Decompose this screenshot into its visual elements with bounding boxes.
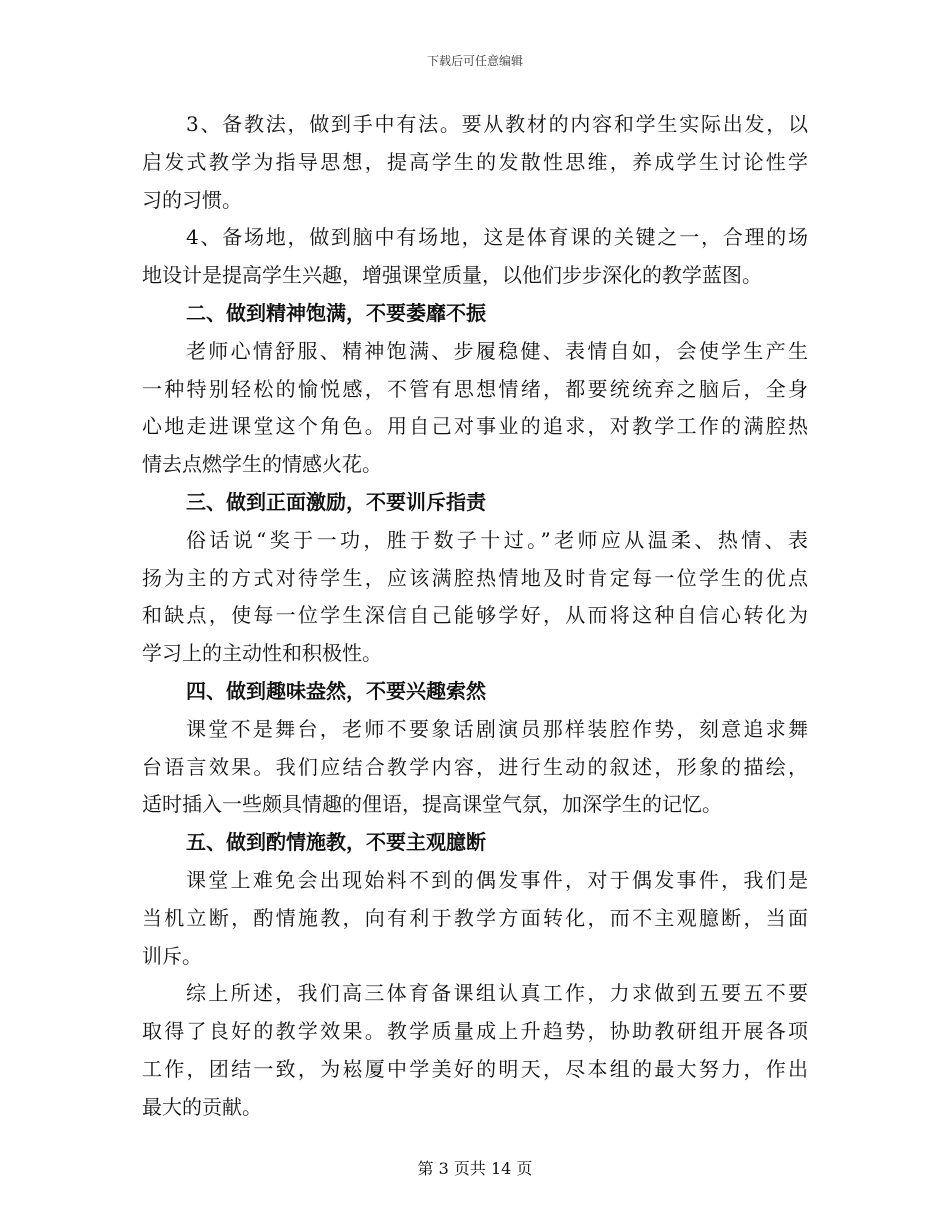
paragraph-line: 综上所述，我们高三体育备课组认真工作，力求做到五要五不要 (186, 981, 808, 1006)
paragraph-line: 扬为主的方式对待学生，应该满腔热情地及时肯定每一位学生的优点 (142, 565, 808, 590)
paragraph-line: 情去点燃学生的情感火花。 (142, 452, 382, 477)
paragraph-line: 习的习惯。 (142, 187, 242, 212)
paragraph-line: 最大的贡献。 (142, 1094, 262, 1119)
paragraph-line: 3、备教法，做到手中有法。要从教材的内容和学生实际出发，以 (186, 112, 808, 136)
paragraph-line: 训斥。 (142, 943, 202, 968)
paragraph-line: 4、备场地，做到脑中有场地，这是体育课的关键之一，合理的场 (186, 225, 808, 250)
paragraph-line: 当机立断，酌情施教，向有利于教学方面转化，而不主观臆断，当面 (142, 905, 808, 930)
paragraph-line: 老师心情舒服、精神饱满、步履稳健、表情自如，会使学生产生 (186, 338, 808, 363)
page-header: 下载后可任意编辑 (426, 54, 523, 68)
paragraph-line: 学习上的主动性和积极性。 (142, 641, 382, 666)
paragraph-line: 适时插入一些颇具情趣的俚语，提高课堂气氛，加深学生的记忆。 (142, 792, 722, 817)
section-heading: 四、做到趣味盎然，不要兴趣索然 (186, 678, 486, 703)
paragraph-line: 取得了良好的教学效果。教学质量成上升趋势，协助教研组开展各项 (142, 1019, 808, 1044)
paragraph-line: 和缺点，使每一位学生深信自己能够学好，从而将这种自信心转化为 (142, 603, 808, 628)
paragraph-line: 台语言效果。我们应结合教学内容，进行生动的叙述，形象的描绘， (142, 754, 808, 779)
section-heading: 三、做到正面激励，不要训斥指责 (186, 489, 486, 514)
paragraph-line: 俗话说“奖于一功，胜于数子十过。”老师应从温柔、热情、表 (186, 527, 808, 552)
paragraph-line: 心地走进课堂这个角色。用自己对事业的追求，对教学工作的满腔热 (142, 414, 808, 439)
paragraph-line: 一种特别轻松的愉悦感，不管有思想情绪，都要统统弃之脑后，全身 (142, 376, 808, 401)
section-heading: 二、做到精神饱满，不要萎靡不振 (186, 300, 486, 325)
paragraph-line: 启发式教学为指导思想，提高学生的发散性思维，养成学生讨论性学 (142, 149, 808, 174)
paragraph-line: 地设计是提高学生兴趣，增强课堂质量，以他们步步深化的教学蓝图。 (142, 263, 762, 288)
paragraph-line: 课堂不是舞台，老师不要象话剧演员那样装腔作势，刻意追求舞 (186, 716, 808, 741)
section-heading: 五、做到酌情施教，不要主观臆断 (186, 830, 486, 855)
paragraph-line: 工作，团结一致，为崧厦中学美好的明天，尽本组的最大努力，作出 (142, 1056, 808, 1081)
document-body (142, 106, 808, 1127)
paragraph-line: 课堂上难免会出现始料不到的偶发事件，对于偶发事件，我们是 (186, 867, 808, 892)
page-number: 第 3 页共 14 页 (417, 1159, 533, 1178)
